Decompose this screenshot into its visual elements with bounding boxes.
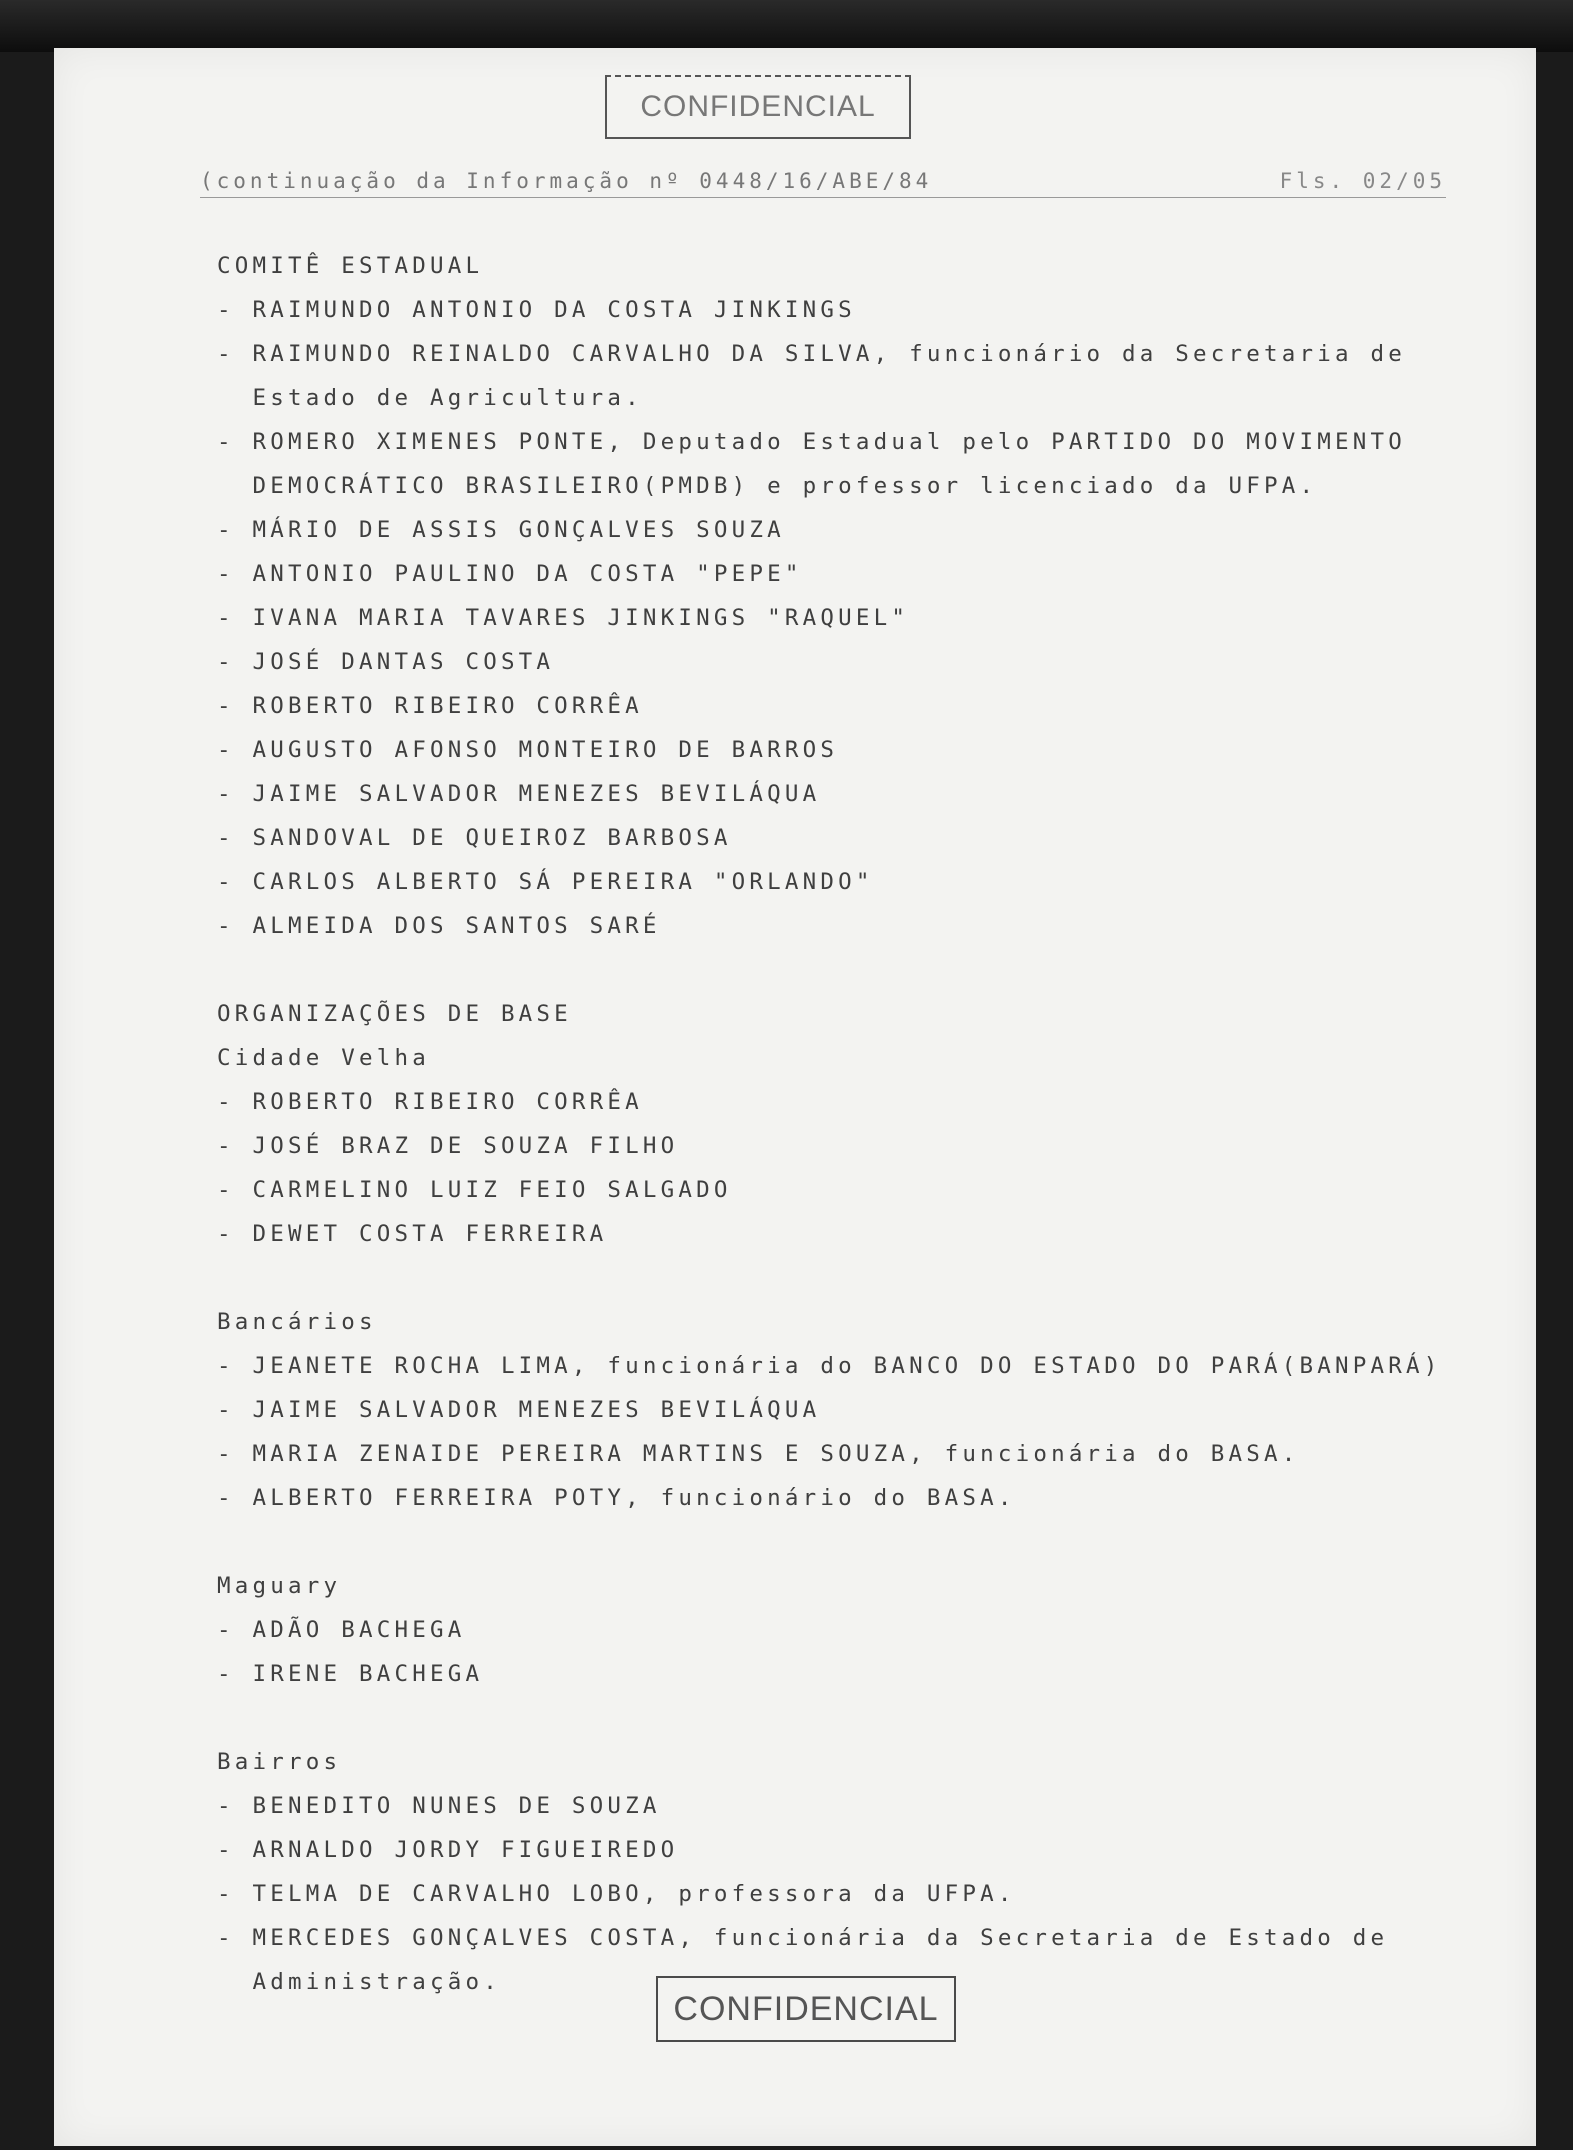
reference-line: (continuação da Informação nº 0448/16/ABE/84 [200, 169, 933, 193]
list-item: Estado de Agricultura. [217, 385, 643, 411]
list-item: - ROMERO XIMENES PONTE, Deputado Estadual pelo PARTIDO DO MOVIMENTO [217, 429, 1406, 455]
list-item: - JOSÉ BRAZ DE SOUZA FILHO [217, 1133, 679, 1159]
list-item: - IVANA MARIA TAVARES JINKINGS "RAQUEL" [217, 605, 910, 631]
confidential-stamp-bottom: CONFIDENCIAL [656, 1976, 956, 2042]
list-item: - ROBERTO RIBEIRO CORRÊA [217, 693, 643, 719]
folio-number: Fls. 02/05 [1279, 169, 1446, 193]
list-item: Administração. [217, 1969, 501, 1995]
list-item: - ALMEIDA DOS SANTOS SARÉ [217, 913, 661, 939]
document-header [200, 169, 1446, 198]
list-item: - ANTONIO PAULINO DA COSTA "PEPE" [217, 561, 803, 587]
list-item: - RAIMUNDO ANTONIO DA COSTA JINKINGS [217, 297, 856, 323]
list-item: - CARLOS ALBERTO SÁ PEREIRA "ORLANDO" [217, 869, 874, 895]
list-item: - ADÃO BACHEGA [217, 1617, 466, 1643]
list-item: - ROBERTO RIBEIRO CORRÊA [217, 1089, 643, 1115]
list-item: - DEWET COSTA FERREIRA [217, 1221, 608, 1247]
section-title: ORGANIZAÇÕES DE BASE [217, 1001, 572, 1027]
list-item: - JOSÉ DANTAS COSTA [217, 649, 555, 675]
list-item: - BENEDITO NUNES DE SOUZA [217, 1793, 661, 1819]
list-item: - RAIMUNDO REINALDO CARVALHO DA SILVA, funcionário da Secretaria de [217, 341, 1406, 367]
scan-border [0, 0, 1573, 52]
list-item: - ARNALDO JORDY FIGUEIREDO [217, 1837, 679, 1863]
list-item: - JEANETE ROCHA LIMA, funcionária do BANCO DO ESTADO DO PARÁ(BANPARÁ) [217, 1353, 1442, 1379]
list-item: - MÁRIO DE ASSIS GONÇALVES SOUZA [217, 517, 785, 543]
subsection-title: Bairros [217, 1749, 342, 1775]
confidential-stamp-top: CONFIDENCIAL [605, 75, 911, 139]
list-item: - AUGUSTO AFONSO MONTEIRO DE BARROS [217, 737, 839, 763]
list-item: - JAIME SALVADOR MENEZES BEVILÁQUA [217, 1397, 821, 1423]
list-item: - MARIA ZENAIDE PEREIRA MARTINS E SOUZA, funcionária do BASA. [217, 1441, 1300, 1467]
list-item: DEMOCRÁTICO BRASILEIRO(PMDB) e professor licenciado da UFPA. [217, 473, 1318, 499]
section-title: COMITÊ ESTADUAL [217, 253, 484, 279]
list-item: - TELMA DE CARVALHO LOBO, professora da UFPA. [217, 1881, 1016, 1907]
subsection-title: Maguary [217, 1573, 342, 1599]
list-item: - ALBERTO FERREIRA POTY, funcionário do BASA. [217, 1485, 1016, 1511]
list-item: - IRENE BACHEGA [217, 1661, 484, 1687]
list-item: - SANDOVAL DE QUEIROZ BARBOSA [217, 825, 732, 851]
subsection-title: Bancários [217, 1309, 377, 1335]
subsection-title: Cidade Velha [217, 1045, 430, 1071]
list-item: - CARMELINO LUIZ FEIO SALGADO [217, 1177, 732, 1203]
list-item: - JAIME SALVADOR MENEZES BEVILÁQUA [217, 781, 821, 807]
document-body [217, 244, 1467, 2004]
list-item: - MERCEDES GONÇALVES COSTA, funcionária da Secretaria de Estado de [217, 1925, 1389, 1951]
document-page [54, 48, 1536, 2146]
